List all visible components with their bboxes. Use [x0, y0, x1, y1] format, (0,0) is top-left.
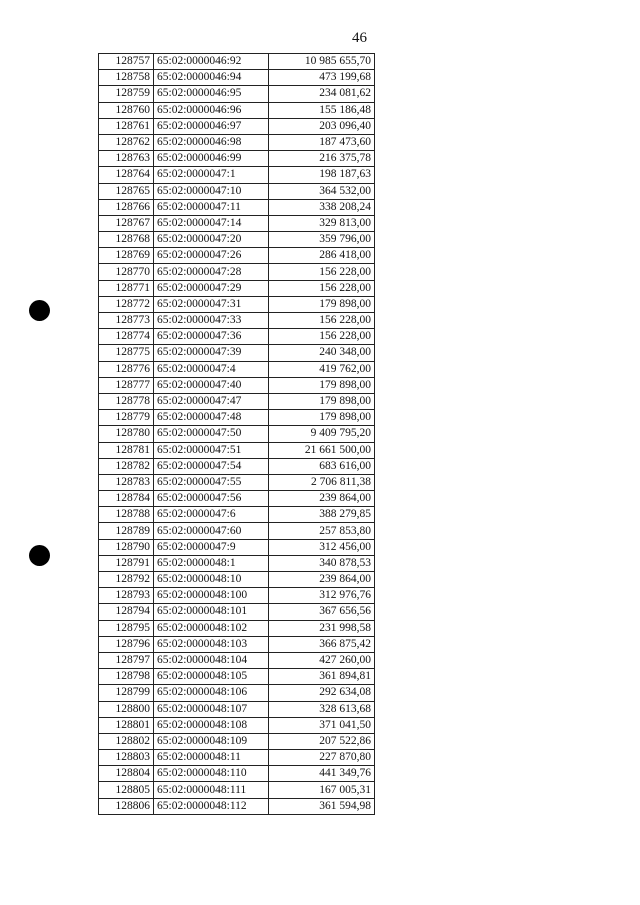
cadastral-number-cell: 65:02:0000047:47 [154, 393, 269, 409]
value-cell: 473 199,68 [269, 70, 375, 86]
table-row [99, 636, 375, 652]
cadastral-number-cell: 65:02:0000047:29 [154, 280, 269, 296]
value-cell: 427 260,00 [269, 652, 375, 668]
row-id-cell: 128801 [99, 717, 154, 733]
row-id-cell: 128760 [99, 102, 154, 118]
table-row [99, 442, 375, 458]
table-row [99, 410, 375, 426]
value-cell: 167 005,31 [269, 782, 375, 798]
table-row [99, 588, 375, 604]
cadastral-number-cell: 65:02:0000047:28 [154, 264, 269, 280]
table-row [99, 766, 375, 782]
cadastral-number-cell: 65:02:0000047:1 [154, 167, 269, 183]
row-id-cell: 128764 [99, 167, 154, 183]
value-cell: 388 279,85 [269, 507, 375, 523]
row-id-cell: 128777 [99, 377, 154, 393]
value-cell: 9 409 795,20 [269, 426, 375, 442]
row-id-cell: 128758 [99, 70, 154, 86]
value-cell: 367 656,56 [269, 604, 375, 620]
table-row [99, 183, 375, 199]
row-id-cell: 128768 [99, 232, 154, 248]
table-row [99, 86, 375, 102]
table-row [99, 717, 375, 733]
value-cell: 329 813,00 [269, 215, 375, 231]
value-cell: 156 228,00 [269, 329, 375, 345]
cadastral-number-cell: 65:02:0000048:104 [154, 652, 269, 668]
table-row [99, 248, 375, 264]
table-row [99, 782, 375, 798]
table-row [99, 377, 375, 393]
cadastral-number-cell: 65:02:0000047:31 [154, 296, 269, 312]
table-row [99, 54, 375, 70]
cadastral-number-cell: 65:02:0000046:99 [154, 151, 269, 167]
table-row [99, 426, 375, 442]
cadastral-number-cell: 65:02:0000048:112 [154, 798, 269, 814]
value-cell: 364 532,00 [269, 183, 375, 199]
table-body [99, 54, 375, 815]
value-cell: 361 594,98 [269, 798, 375, 814]
cadastral-number-cell: 65:02:0000047:10 [154, 183, 269, 199]
table-row [99, 798, 375, 814]
cadastral-number-cell: 65:02:0000048:11 [154, 750, 269, 766]
cadastral-number-cell: 65:02:0000048:107 [154, 701, 269, 717]
table-row [99, 134, 375, 150]
cadastral-number-cell: 65:02:0000048:10 [154, 572, 269, 588]
value-cell: 156 228,00 [269, 280, 375, 296]
table-row [99, 393, 375, 409]
table-row [99, 750, 375, 766]
row-id-cell: 128804 [99, 766, 154, 782]
value-cell: 203 096,40 [269, 118, 375, 134]
row-id-cell: 128783 [99, 474, 154, 490]
value-cell: 361 894,81 [269, 669, 375, 685]
row-id-cell: 128779 [99, 410, 154, 426]
cadastral-number-cell: 65:02:0000047:4 [154, 361, 269, 377]
punch-hole [29, 545, 50, 566]
table-row [99, 572, 375, 588]
value-cell: 257 853,80 [269, 523, 375, 539]
value-cell: 340 878,53 [269, 555, 375, 571]
row-id-cell: 128791 [99, 555, 154, 571]
table-row [99, 70, 375, 86]
value-cell: 292 634,08 [269, 685, 375, 701]
row-id-cell: 128773 [99, 313, 154, 329]
value-cell: 187 473,60 [269, 134, 375, 150]
cadastral-number-cell: 65:02:0000047:54 [154, 458, 269, 474]
value-cell: 366 875,42 [269, 636, 375, 652]
row-id-cell: 128799 [99, 685, 154, 701]
value-cell: 179 898,00 [269, 296, 375, 312]
cadastral-number-cell: 65:02:0000047:6 [154, 507, 269, 523]
table-row [99, 329, 375, 345]
value-cell: 312 976,76 [269, 588, 375, 604]
value-cell: 179 898,00 [269, 393, 375, 409]
row-id-cell: 128772 [99, 296, 154, 312]
row-id-cell: 128796 [99, 636, 154, 652]
cadastral-number-cell: 65:02:0000046:94 [154, 70, 269, 86]
table-row [99, 652, 375, 668]
table-row [99, 620, 375, 636]
table-row [99, 296, 375, 312]
row-id-cell: 128802 [99, 733, 154, 749]
cadastral-number-cell: 65:02:0000047:40 [154, 377, 269, 393]
row-id-cell: 128794 [99, 604, 154, 620]
row-id-cell: 128795 [99, 620, 154, 636]
value-cell: 216 375,78 [269, 151, 375, 167]
row-id-cell: 128788 [99, 507, 154, 523]
value-cell: 207 522,86 [269, 733, 375, 749]
cadastral-number-cell: 65:02:0000047:51 [154, 442, 269, 458]
table-row [99, 345, 375, 361]
row-id-cell: 128775 [99, 345, 154, 361]
cadastral-number-cell: 65:02:0000047:60 [154, 523, 269, 539]
value-cell: 338 208,24 [269, 199, 375, 215]
table-row [99, 215, 375, 231]
cadastral-number-cell: 65:02:0000047:56 [154, 491, 269, 507]
cadastral-number-cell: 65:02:0000048:101 [154, 604, 269, 620]
value-cell: 286 418,00 [269, 248, 375, 264]
row-id-cell: 128797 [99, 652, 154, 668]
row-id-cell: 128798 [99, 669, 154, 685]
cadastral-number-cell: 65:02:0000047:50 [154, 426, 269, 442]
value-cell: 328 613,68 [269, 701, 375, 717]
cadastral-number-cell: 65:02:0000046:97 [154, 118, 269, 134]
cadastral-number-cell: 65:02:0000048:1 [154, 555, 269, 571]
row-id-cell: 128806 [99, 798, 154, 814]
value-cell: 231 998,58 [269, 620, 375, 636]
row-id-cell: 128803 [99, 750, 154, 766]
value-cell: 179 898,00 [269, 410, 375, 426]
table-row [99, 507, 375, 523]
value-cell: 312 456,00 [269, 539, 375, 555]
cadastral-number-cell: 65:02:0000046:98 [154, 134, 269, 150]
cadastral-number-cell: 65:02:0000048:105 [154, 669, 269, 685]
table-row [99, 313, 375, 329]
row-id-cell: 128771 [99, 280, 154, 296]
value-cell: 419 762,00 [269, 361, 375, 377]
row-id-cell: 128780 [99, 426, 154, 442]
value-cell: 198 187,63 [269, 167, 375, 183]
cadastral-number-cell: 65:02:0000047:9 [154, 539, 269, 555]
value-cell: 21 661 500,00 [269, 442, 375, 458]
value-cell: 179 898,00 [269, 377, 375, 393]
cadastral-number-cell: 65:02:0000046:96 [154, 102, 269, 118]
row-id-cell: 128782 [99, 458, 154, 474]
value-cell: 239 864,00 [269, 491, 375, 507]
table-row [99, 701, 375, 717]
cadastral-number-cell: 65:02:0000047:14 [154, 215, 269, 231]
cadastral-number-cell: 65:02:0000047:20 [154, 232, 269, 248]
row-id-cell: 128784 [99, 491, 154, 507]
row-id-cell: 128769 [99, 248, 154, 264]
row-id-cell: 128778 [99, 393, 154, 409]
cadastral-number-cell: 65:02:0000048:103 [154, 636, 269, 652]
table-row [99, 118, 375, 134]
value-cell: 239 864,00 [269, 572, 375, 588]
row-id-cell: 128792 [99, 572, 154, 588]
row-id-cell: 128776 [99, 361, 154, 377]
value-cell: 156 228,00 [269, 264, 375, 280]
page-number: 46 [352, 30, 367, 46]
table-row [99, 539, 375, 555]
table-row [99, 167, 375, 183]
row-id-cell: 128767 [99, 215, 154, 231]
cadastral-number-cell: 65:02:0000047:39 [154, 345, 269, 361]
row-id-cell: 128790 [99, 539, 154, 555]
value-cell: 359 796,00 [269, 232, 375, 248]
table-row [99, 199, 375, 215]
table-row [99, 458, 375, 474]
table-row [99, 491, 375, 507]
table-row [99, 474, 375, 490]
cadastral-table [98, 53, 375, 815]
cadastral-number-cell: 65:02:0000048:102 [154, 620, 269, 636]
value-cell: 156 228,00 [269, 313, 375, 329]
punch-hole [29, 300, 50, 321]
value-cell: 441 349,76 [269, 766, 375, 782]
row-id-cell: 128763 [99, 151, 154, 167]
table-row [99, 102, 375, 118]
table-row [99, 669, 375, 685]
table-row [99, 232, 375, 248]
cadastral-number-cell: 65:02:0000048:111 [154, 782, 269, 798]
table-row [99, 733, 375, 749]
cadastral-number-cell: 65:02:0000048:108 [154, 717, 269, 733]
cadastral-number-cell: 65:02:0000047:36 [154, 329, 269, 345]
value-cell: 10 985 655,70 [269, 54, 375, 70]
cadastral-number-cell: 65:02:0000047:11 [154, 199, 269, 215]
row-id-cell: 128761 [99, 118, 154, 134]
row-id-cell: 128757 [99, 54, 154, 70]
row-id-cell: 128770 [99, 264, 154, 280]
value-cell: 2 706 811,38 [269, 474, 375, 490]
row-id-cell: 128800 [99, 701, 154, 717]
cadastral-number-cell: 65:02:0000048:106 [154, 685, 269, 701]
table-row [99, 151, 375, 167]
table-row [99, 280, 375, 296]
cadastral-number-cell: 65:02:0000048:109 [154, 733, 269, 749]
row-id-cell: 128765 [99, 183, 154, 199]
value-cell: 371 041,50 [269, 717, 375, 733]
value-cell: 234 081,62 [269, 86, 375, 102]
table-row [99, 604, 375, 620]
row-id-cell: 128762 [99, 134, 154, 150]
table-row [99, 523, 375, 539]
row-id-cell: 128793 [99, 588, 154, 604]
cadastral-number-cell: 65:02:0000046:92 [154, 54, 269, 70]
cadastral-number-cell: 65:02:0000048:100 [154, 588, 269, 604]
row-id-cell: 128789 [99, 523, 154, 539]
table-row [99, 685, 375, 701]
cadastral-number-cell: 65:02:0000048:110 [154, 766, 269, 782]
row-id-cell: 128759 [99, 86, 154, 102]
table-row [99, 264, 375, 280]
table-row [99, 555, 375, 571]
row-id-cell: 128766 [99, 199, 154, 215]
value-cell: 683 616,00 [269, 458, 375, 474]
cadastral-number-cell: 65:02:0000047:48 [154, 410, 269, 426]
table-row [99, 361, 375, 377]
row-id-cell: 128781 [99, 442, 154, 458]
cadastral-number-cell: 65:02:0000047:55 [154, 474, 269, 490]
value-cell: 155 186,48 [269, 102, 375, 118]
cadastral-number-cell: 65:02:0000046:95 [154, 86, 269, 102]
cadastral-number-cell: 65:02:0000047:26 [154, 248, 269, 264]
row-id-cell: 128805 [99, 782, 154, 798]
row-id-cell: 128774 [99, 329, 154, 345]
value-cell: 240 348,00 [269, 345, 375, 361]
value-cell: 227 870,80 [269, 750, 375, 766]
cadastral-number-cell: 65:02:0000047:33 [154, 313, 269, 329]
